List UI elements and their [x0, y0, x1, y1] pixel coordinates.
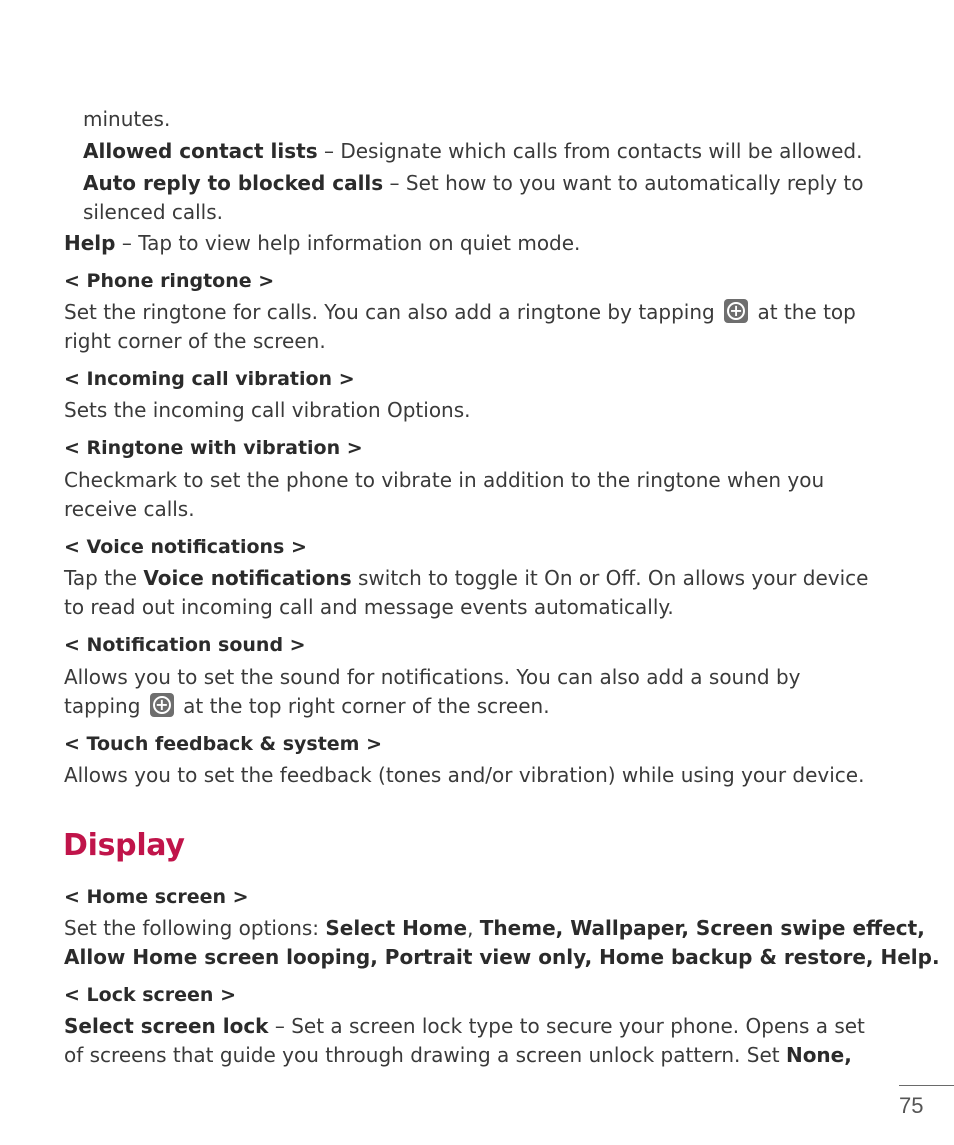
allowed-contact-lists-label: Allowed contact lists [83, 139, 318, 163]
notification-sound-line-1: Allows you to set the sound for notifications. You can also add a sound by [64, 665, 801, 689]
ringtone-with-vibration-line-1: Checkmark to set the phone to vibrate in addition to the ringtone when you [64, 468, 825, 492]
display-section-title: Display [63, 828, 185, 863]
auto-reply-label: Auto reply to blocked calls [83, 171, 384, 195]
auto-reply-line-2: silenced calls. [83, 200, 224, 224]
touch-feedback-line: Allows you to set the feedback (tones and/or vibration) while using your device. [64, 763, 865, 787]
voice-notifications-line-1: Tap the Voice notifications switch to toggle it On or Off. On allows your device [64, 566, 869, 590]
allowed-contact-lists-line: Allowed contact lists – Designate which calls from contacts will be allowed. [83, 139, 863, 163]
minutes-line: minutes. [83, 107, 171, 131]
voice-notifications-heading: < Voice notifications > [64, 536, 307, 558]
lock-screen-heading: < Lock screen > [64, 984, 236, 1006]
notification-sound-heading: < Notification sound > [64, 634, 306, 656]
lock-screen-line-1: Select screen lock – Set a screen lock type to secure your phone. Opens a set [64, 1014, 865, 1038]
phone-ringtone-line-1: Set the ringtone for calls. You can also add a ringtone by tapping + at the top [64, 298, 856, 327]
voice-notifications-label: Voice notifications [143, 566, 352, 590]
home-screen-heading: < Home screen > [64, 886, 249, 908]
ringtone-with-vibration-heading: < Ringtone with vibration > [64, 437, 363, 459]
page-number: 75 [899, 1093, 924, 1118]
touch-feedback-heading: < Touch feedback & system > [64, 733, 383, 755]
add-circle-icon [150, 693, 174, 717]
incoming-call-vibration-line: Sets the incoming call vibration Options. [64, 398, 471, 422]
notification-sound-line-2: tapping + at the top right corner of the screen. [64, 692, 550, 721]
home-screen-line-1: Set the following options: Select Home, Theme, Wallpaper, Screen swipe effect, [64, 916, 925, 940]
footer-rule [899, 1085, 954, 1086]
lock-screen-line-2: of screens that guide you through drawing a screen unlock pattern. Set None, [64, 1043, 852, 1067]
phone-ringtone-heading: < Phone ringtone > [64, 270, 275, 292]
phone-ringtone-line-2: right corner of the screen. [64, 329, 326, 353]
select-screen-lock-label: Select screen lock [64, 1014, 269, 1038]
help-label: Help [64, 231, 116, 255]
auto-reply-line-1: Auto reply to blocked calls – Set how to you want to automatically reply to [83, 171, 864, 195]
help-line: Help – Tap to view help information on quiet mode. [64, 231, 581, 255]
add-circle-icon [724, 299, 748, 323]
voice-notifications-line-2: to read out incoming call and message events automatically. [64, 595, 674, 619]
home-screen-line-2: Allow Home screen looping, Portrait view only, Home backup & restore, Help. [64, 945, 940, 969]
ringtone-with-vibration-line-2: receive calls. [64, 497, 195, 521]
incoming-call-vibration-heading: < Incoming call vibration > [64, 368, 355, 390]
